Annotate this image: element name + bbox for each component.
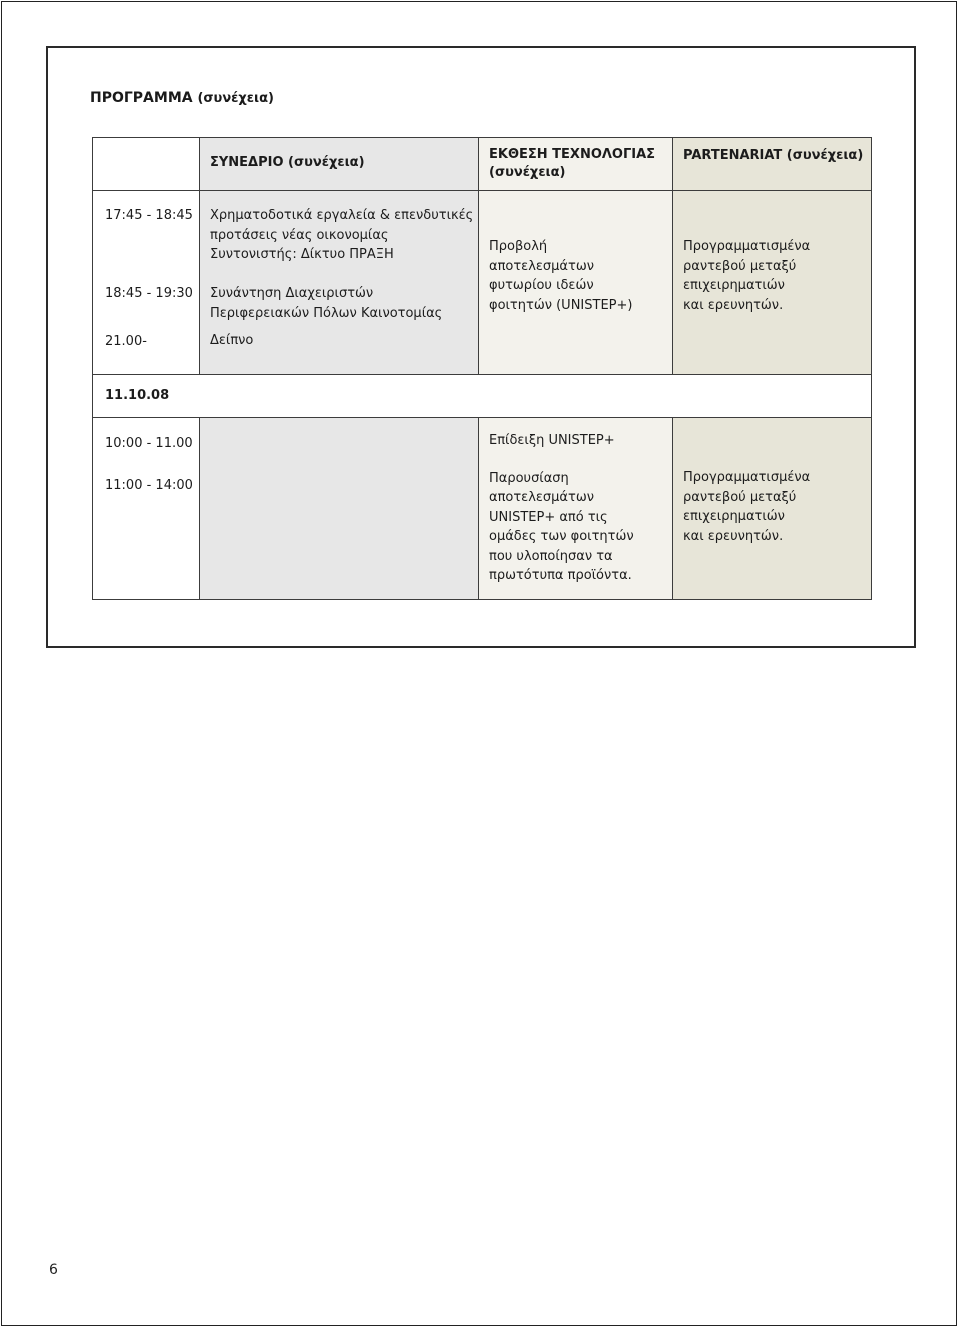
header-time-cell [93,138,200,191]
session-row [93,418,872,600]
exhibition-cell [479,191,673,375]
time-slot: 18:45 - 19:30 [105,286,193,301]
conference-cell [200,418,479,600]
date-cell [93,375,872,418]
session-row [93,191,872,375]
partenariat-cell [673,418,872,600]
conference-text: Συντονιστής: Δίκτυο ΠΡΑΞΗ [210,247,394,262]
partenariat-text: και ερευνητών. [683,297,784,313]
exhibition-text: πρωτότυπα προϊόντα. [489,568,632,583]
exhibition-text: Επίδειξη UNISTEP+ [489,433,615,448]
time-slot: 21.00- [105,333,147,349]
exhibition-text: Παρουσίαση [489,470,569,486]
date-label: 11.10.08 [105,388,170,403]
partenariat-text: και ερευνητών. [683,528,784,544]
partenariat-text: επιχειρηματιών [683,509,785,524]
header-exhibition-cell [479,138,673,191]
partenariat-text: Προγραμματισμένα [683,239,811,254]
conference-text: Συνάντηση Διαχειριστών [210,286,374,301]
heading-title: ΠΡΟΓΡΑΜΜΑ [90,90,193,106]
conference-text: Χρηματοδοτικά εργαλεία & επενδυτικές [210,208,474,223]
page-number: 6 [49,1262,58,1278]
header-exhibition-line1: ΕΚΘΕΣΗ ΤΕΧΝΟΛΟΓΙΑΣ [489,147,656,162]
header-exhibition-line2: (συνέχεια) [489,165,566,180]
time-slot: 10:00 - 11.00 [105,436,193,451]
time-slot: 17:45 - 18:45 [105,208,193,223]
exhibition-text: Προβολή [489,239,548,254]
date-row [93,375,872,418]
heading-subtitle: (συνέχεια) [197,91,274,106]
conference-text: Περιφερειακών Πόλων Καινοτομίας [210,305,443,321]
partenariat-text: Προγραμματισμένα [683,470,811,485]
conference-text: προτάσεις νέας οικονομίας [210,227,389,243]
exhibition-text: αποτελεσμάτων [489,258,594,274]
page-heading [90,90,274,106]
partenariat-text: ραντεβού μεταξύ [683,258,797,274]
exhibition-text: που υλοποίησαν τα [489,548,613,564]
header-partenariat-cell [673,138,872,191]
header-conference-cell [200,138,479,191]
conference-cell [200,191,479,375]
time-cell [93,191,200,375]
exhibition-text: ομάδες των φοιτητών [489,529,634,544]
time-cell [93,418,200,600]
header-conference: ΣΥΝΕΔΡΙΟ (συνέχεια) [210,155,365,170]
exhibition-text: φοιτητών (UNISTEP+) [489,297,633,313]
dinner-label: Δείπνο [210,333,254,348]
exhibition-cell [479,418,673,600]
exhibition-text: φυτωρίου ιδεών [489,278,594,293]
partenariat-text: ραντεβού μεταξύ [683,489,797,505]
partenariat-cell [673,191,872,375]
header-partenariat: PARTENARIAT (συνέχεια) [683,148,864,163]
partenariat-text: επιχειρηματιών [683,278,785,293]
header-row [93,138,872,191]
exhibition-text: αποτελεσμάτων [489,490,594,505]
schedule-table [92,137,872,600]
exhibition-text: UNISTEP+ από τις [489,509,608,525]
time-slot: 11:00 - 14:00 [105,477,193,493]
